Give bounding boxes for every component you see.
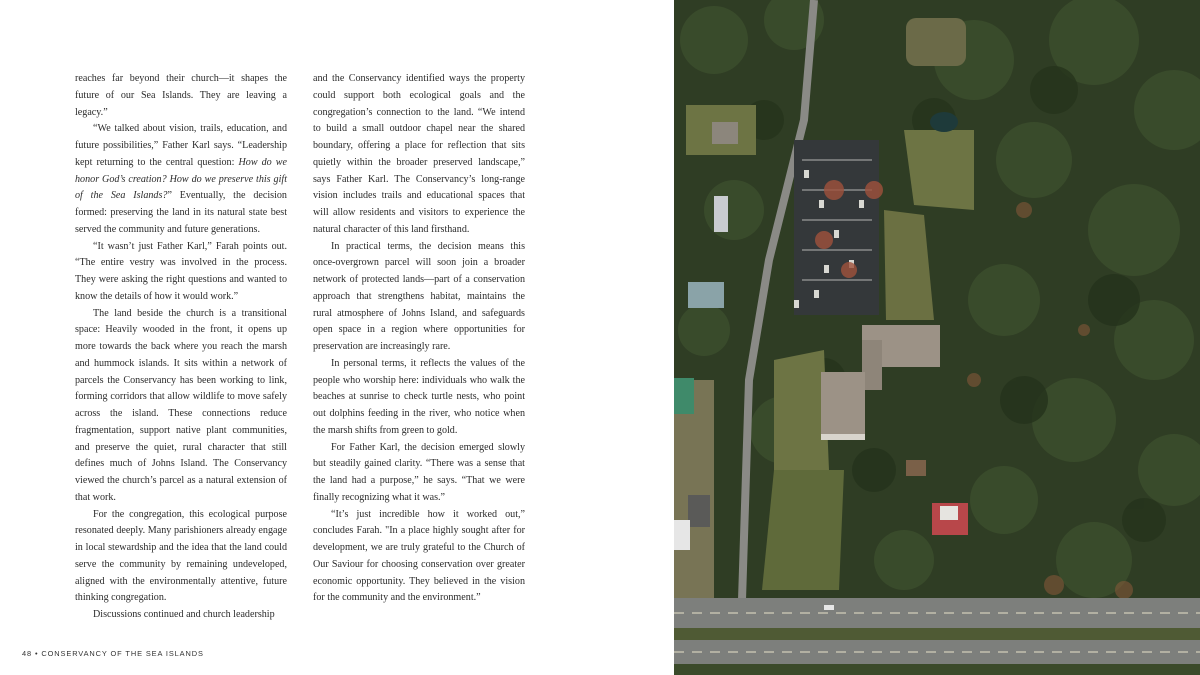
aerial-photo [674,0,1200,675]
paragraph: Discussions continued and church leadership [93,609,275,620]
paragraph: In practical terms, the decision means this once-overgrown parcel will soon join a broader network of protected lands—part of a conservation approach that strengthens habitat, maintains the rural atmosphere of Johns Island, and safeguards open space in a region where opportunities for preservation are increasingly rare. [313,240,525,352]
paragraph: reaches far beyond their church—it shapes the future of our Sea Islands. They are leaving a legacy.” [75,73,287,118]
paragraph: For the congregation, this ecological purpose resonated deeply. Many parishioners already engage in local stewardship and the idea that the land could serve the community by remaining undeveloped, aligned with the environmentally attentive, future thinking congregation. [75,508,287,604]
paragraph: The land beside the church is a transitional space: Heavily wooded in the front, it opens up more towards the back where you reach the marsh and hummock islands. It sits within a network of parcels the Conservancy has been working to link, forming corridors that allow wildlife to move safely across the island. These connections reduce fragmentation, support native plant communities, and preserve the quiet, rural character that still defines much of Johns Island. The Conservancy viewed the church’s parcel as a natural extension of that work. [75,307,287,503]
paragraph-text: ” Eventually, the decision formed: preserving the land in its natural state best served the community and future generations. [75,190,287,235]
page-folio: 48 • CONSERVANCY OF THE SEA ISLANDS [22,649,204,658]
paragraph: “It’s just incredible how it worked out,” concludes Farah. "In a place highly sought after for development, we are truly grateful to the Church of Our Saviour for choosing conservation over greater economic opportunity. They believed in the vision for the community and the environment.” [313,508,525,604]
paragraph [75,121,287,238]
italic-quote: How do we honor God’s creation? How do we preserve this gift of the Sea Islands? [75,156,288,202]
paragraph: and the Conservancy identified ways the property could support both ecological goals and the congregation’s connection to the land. “We intend to build a small outdoor chapel near the shared boundary, offering a place for reflection that sits quietly within the broader preserved landscape,” says Father Karl. The Conservancy’s long-range vision includes trails and educational spaces that will allow residents and visitors to experience the natural character of this land firsthand. [313,73,525,235]
aerial-photo-illustration [674,0,1200,675]
article-column-2 [313,71,525,607]
paragraph-text: “We talked about vision, trails, education, and future possibilities,” Father Karl says. “Leadership kept returning to the central question: [75,123,287,168]
paragraph: “It wasn’t just Father Karl,” Farah points out. “The entire vestry was involved in the process. They were asking the right questions and wanted to know the details of how it would work.” [75,240,287,302]
article-column-1 [75,71,287,624]
paragraph: For Father Karl, the decision emerged slowly but steadily gained clarity. “There was a sense that the land had a purpose,” he says. “That we were finally recognizing what it was.” [313,441,525,503]
paragraph: In personal terms, it reflects the values of the people who worship here: individuals who walk the beaches at sunrise to check turtle nests, who point out dolphins feeding in the river, who notice when the marsh shifts from green to gold. [313,357,525,436]
